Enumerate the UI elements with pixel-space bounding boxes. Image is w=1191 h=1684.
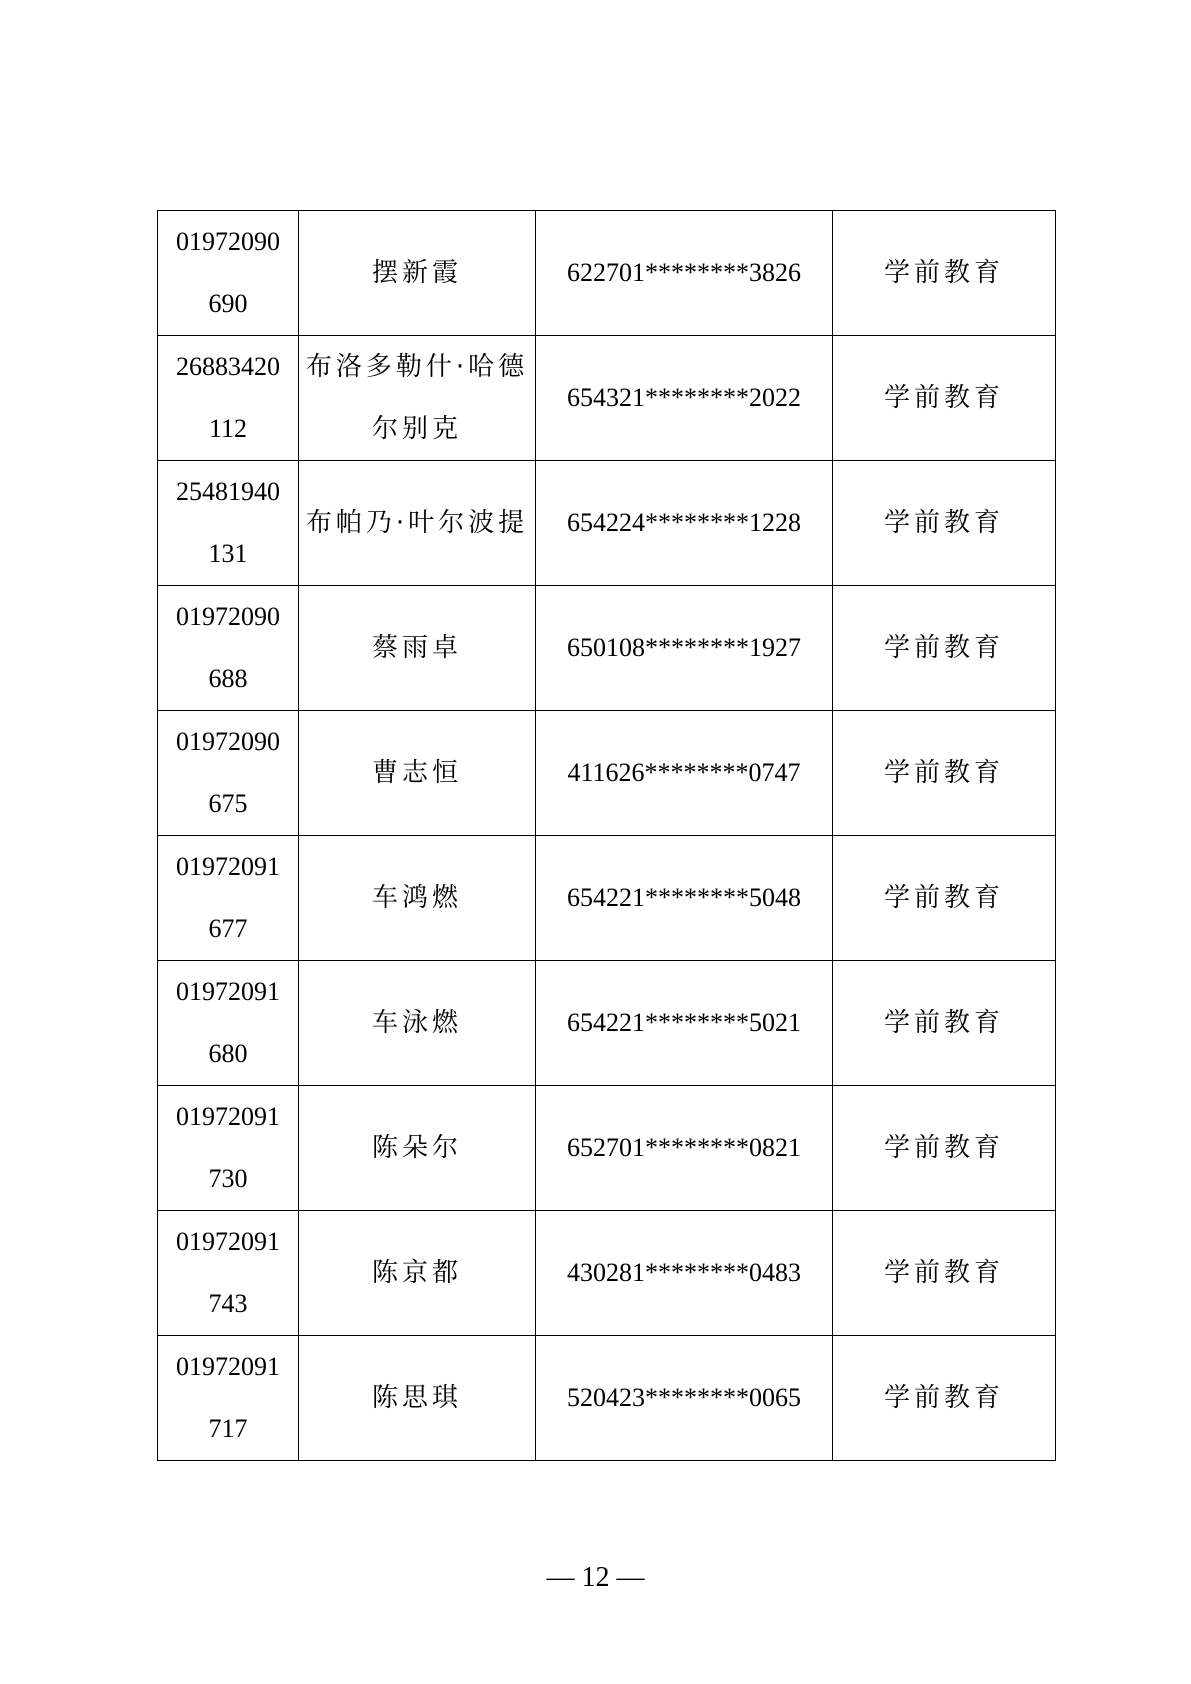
name-line1: 陈京都 — [371, 1258, 462, 1288]
candidate-number-line1: 25481940 — [176, 477, 280, 506]
candidate-number-line1: 01972090 — [176, 602, 280, 631]
name-cell — [299, 461, 536, 586]
id-card-cell: 654321********2022 — [536, 336, 833, 461]
candidate-number-cell — [158, 1211, 299, 1336]
candidate-number-cell — [158, 961, 299, 1086]
name-cell — [299, 586, 536, 711]
id-card-cell: 520423********0065 — [536, 1336, 833, 1461]
id-card-cell: 650108********1927 — [536, 586, 833, 711]
name-line1: 蔡雨卓 — [371, 633, 462, 663]
major-cell: 学前教育 — [833, 1211, 1056, 1336]
candidate-number-cell — [158, 1086, 299, 1211]
major-cell: 学前教育 — [833, 211, 1056, 336]
candidate-number-line2: 743 — [208, 1289, 248, 1318]
candidate-number-cell — [158, 211, 299, 336]
candidate-number-line1: 01972090 — [176, 227, 280, 256]
table-row — [158, 336, 1056, 461]
candidate-number-cell — [158, 586, 299, 711]
name-cell — [299, 961, 536, 1086]
candidate-number-line1: 26883420 — [176, 352, 280, 381]
table-row — [158, 961, 1056, 1086]
major-cell: 学前教育 — [833, 586, 1056, 711]
name-line1: 布洛多勒什·哈德 — [305, 352, 529, 382]
roster-table — [157, 210, 1056, 1461]
name-cell — [299, 336, 536, 461]
major-cell: 学前教育 — [833, 1086, 1056, 1211]
candidate-number-line2: 688 — [208, 664, 248, 693]
major-cell: 学前教育 — [833, 836, 1056, 961]
major-cell: 学前教育 — [833, 961, 1056, 1086]
candidate-number-line2: 677 — [208, 914, 248, 943]
candidate-number-line2: 680 — [208, 1039, 248, 1068]
major-cell: 学前教育 — [833, 711, 1056, 836]
name-cell — [299, 711, 536, 836]
candidate-number-line1: 01972091 — [176, 1352, 280, 1381]
table-row — [158, 586, 1056, 711]
id-card-cell: 654221********5048 — [536, 836, 833, 961]
name-cell — [299, 211, 536, 336]
table-row — [158, 836, 1056, 961]
candidate-number-cell — [158, 336, 299, 461]
major-cell: 学前教育 — [833, 461, 1056, 586]
name-line1: 车鸿燃 — [371, 883, 462, 913]
major-cell: 学前教育 — [833, 336, 1056, 461]
candidate-number-line1: 01972091 — [176, 1227, 280, 1256]
candidate-number-cell — [158, 461, 299, 586]
table-row — [158, 1211, 1056, 1336]
table-row — [158, 211, 1056, 336]
candidate-number-line2: 717 — [208, 1414, 248, 1443]
candidate-number-line2: 730 — [208, 1164, 248, 1193]
id-card-cell: 652701********0821 — [536, 1086, 833, 1211]
table-row — [158, 1086, 1056, 1211]
id-card-cell: 654221********5021 — [536, 961, 833, 1086]
table-row — [158, 1336, 1056, 1461]
name-cell — [299, 1336, 536, 1461]
table-row — [158, 461, 1056, 586]
id-card-cell: 411626********0747 — [536, 711, 833, 836]
name-line1: 车泳燃 — [371, 1008, 462, 1038]
candidate-number-line2: 690 — [208, 289, 248, 318]
candidate-number-line2: 131 — [208, 539, 248, 568]
major-cell: 学前教育 — [833, 1336, 1056, 1461]
name-cell — [299, 1086, 536, 1211]
id-card-cell: 622701********3826 — [536, 211, 833, 336]
candidate-number-line2: 675 — [208, 789, 248, 818]
name-line1: 布帕乃·叶尔波提 — [305, 508, 529, 538]
name-line2: 尔别克 — [371, 414, 462, 444]
name-cell — [299, 1211, 536, 1336]
name-line1: 陈朵尔 — [371, 1133, 462, 1163]
page-number: — 12 — — [546, 1562, 645, 1593]
name-cell — [299, 836, 536, 961]
id-card-cell: 430281********0483 — [536, 1211, 833, 1336]
name-line1: 摆新霞 — [371, 258, 462, 288]
candidate-number-line2: 112 — [208, 414, 248, 443]
candidate-number-line1: 01972091 — [176, 1102, 280, 1131]
table-row — [158, 711, 1056, 836]
candidate-number-line1: 01972090 — [176, 727, 280, 756]
id-card-cell: 654224********1228 — [536, 461, 833, 586]
candidate-number-cell — [158, 1336, 299, 1461]
candidate-number-cell — [158, 711, 299, 836]
name-line1: 曹志恒 — [371, 758, 462, 788]
candidate-number-cell — [158, 836, 299, 961]
name-line1: 陈思琪 — [371, 1383, 462, 1413]
candidate-number-line1: 01972091 — [176, 852, 280, 881]
candidate-number-line1: 01972091 — [176, 977, 280, 1006]
